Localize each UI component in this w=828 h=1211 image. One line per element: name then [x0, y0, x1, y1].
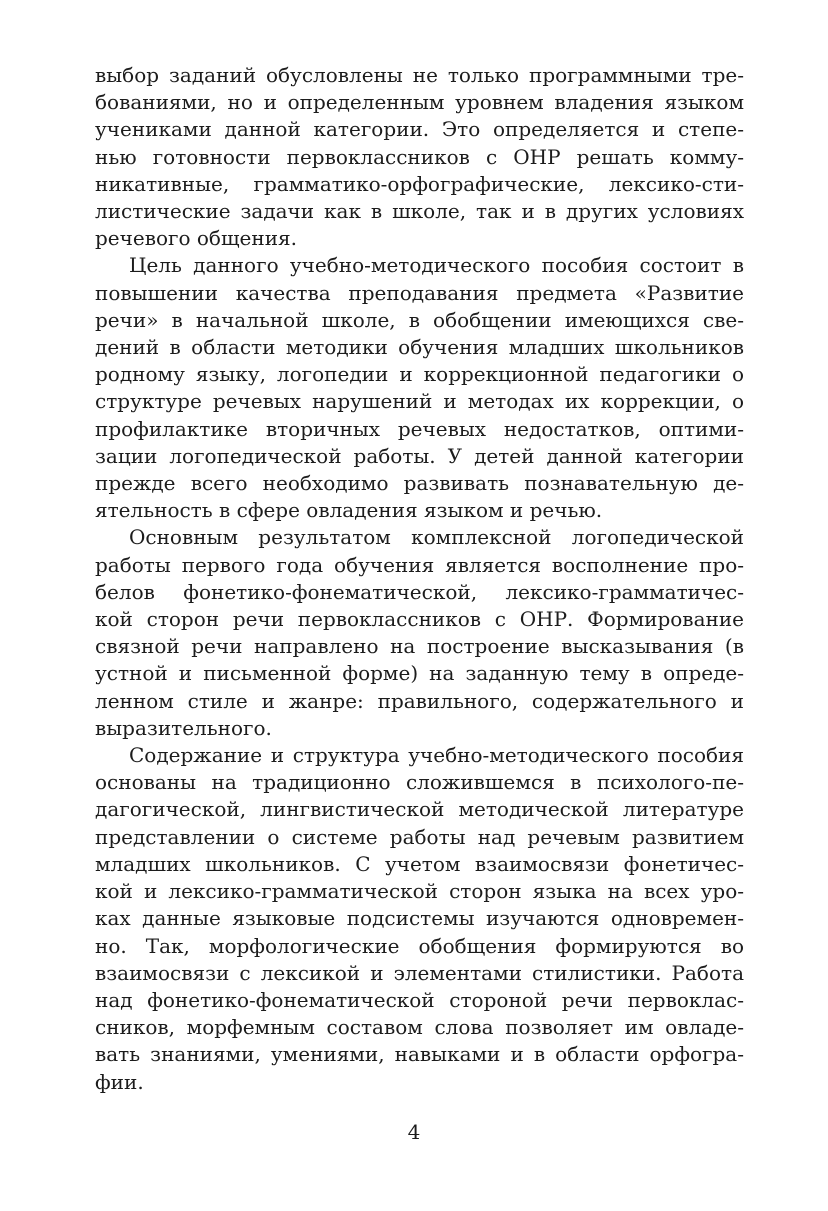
text-line: родному языку, логопедии и коррекционной педагогики о — [95, 362, 744, 387]
text-line: выбор заданий обусловлены не только программными тре- — [95, 63, 744, 87]
text-line: речи» в начальной школе, в обобщении имеющихся све- — [95, 307, 744, 332]
text-line: ках данные языковые подсистемы изучаются одновремен- — [95, 906, 744, 931]
paragraph-2 — [95, 252, 744, 524]
text-line: но. Так, морфологические обобщения формируются во — [95, 933, 744, 958]
text-line: нью готовности первоклассников с ОНР решать комму- — [95, 144, 744, 169]
text-line: взаимосвязи с лексикой и элементами стилистики. Работа — [95, 960, 744, 985]
text-line: ятельность в сфере овладения языком и речью. — [95, 498, 603, 523]
text-line: устной и письменной форме) на заданную тему в опреде- — [95, 661, 744, 686]
text-line: зации логопедической работы. У детей данной категории — [95, 443, 744, 468]
text-line: профилактике вторичных речевых недостатков, оптими- — [95, 416, 744, 441]
text-line: ленном стиле и жанре: правильного, содержательного и — [95, 688, 744, 713]
text-line: бованиями, но и определенным уровнем владения языком — [95, 90, 744, 115]
text-line: структуре речевых нарушений и методах их коррекции, о — [95, 389, 744, 414]
paragraph-4 — [95, 742, 744, 1096]
text-line: выразительного. — [95, 715, 272, 740]
text-line: прежде всего необходимо развивать познавательную де- — [95, 471, 744, 496]
text-line: кой сторон речи первоклассников с ОНР. Формирование — [95, 607, 744, 632]
text-line: младших школьников. С учетом взаимосвязи фонетичес- — [95, 851, 744, 876]
page-number: 4 — [407, 1120, 421, 1144]
text-line: дагогической, лингвистической методической литературе — [95, 797, 744, 822]
paragraph-1 — [95, 62, 744, 252]
text-line: дений в области методики обучения младших школьников — [95, 335, 744, 360]
text-line: никативные, грамматико-орфографические, лексико-сти- — [95, 171, 744, 196]
text-line: повышении качества преподавания предмета «Развитие — [95, 280, 744, 305]
text-line: Цель данного учебно-методического пособия состоит в — [129, 253, 744, 278]
text-line: Основным результатом комплексной логопедической — [129, 525, 744, 550]
text-line: вать знаниями, умениями, навыками и в области орфогра- — [95, 1042, 744, 1067]
text-line: над фонетико-фонематической стороной речи первоклас- — [95, 987, 744, 1012]
text-line: речевого общения. — [95, 226, 298, 251]
text-line: связной речи направлено на построение высказывания (в — [95, 634, 744, 659]
text-line: работы первого года обучения является восполнение про- — [95, 552, 744, 577]
page-body — [95, 62, 744, 1096]
text-line: основаны на традиционно сложившемся в психолого-пе- — [95, 770, 744, 795]
text-line: фии. — [95, 1069, 144, 1094]
paragraph-3 — [95, 524, 744, 742]
text-line: кой и лексико-грамматической сторон языка на всех уро- — [95, 879, 744, 904]
text-line: белов фонетико-фонематической, лексико-грамматичес- — [95, 579, 744, 604]
text-line: листические задачи как в школе, так и в других условиях — [95, 199, 744, 224]
text-line: представлении о системе работы над речевым развитием — [95, 824, 744, 849]
text-line: учениками данной категории. Это определяется и степе- — [95, 117, 744, 142]
text-line: сников, морфемным составом слова позволяет им овладе- — [95, 1015, 744, 1040]
text-line: Содержание и структура учебно-методического пособия — [129, 743, 744, 768]
